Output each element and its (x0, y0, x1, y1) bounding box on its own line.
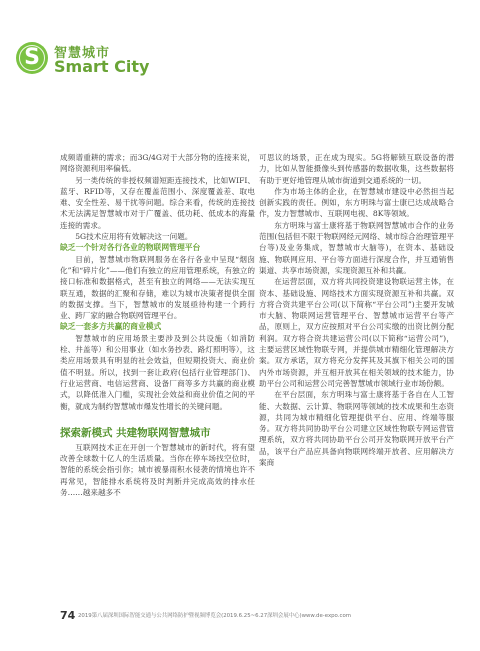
right-column (259, 152, 454, 468)
left-column (60, 152, 255, 498)
brand-title-cn: 智慧城市 (54, 46, 111, 61)
paragraph: 在平台层面，东方明珠与富士康将基于各自在人工智能、大数据、云计算、物联网等领域的技术成果和生态资源，共同为城市精细化管理提供平台、应用、终端等服务。双方将共同协助平台公司建立区域性物联专网运营管理系统，双方将共同协助平台公司开发物联网开放平台产品，该平台产品应具备向物联网终端开放者、应用解决方案商 (259, 390, 454, 468)
paragraph: 在运营层面，双方将共同投资建设物联运营主体，在资本、基础设施、网络技术方面实现资源互补和共赢。双方将合资共建平台公司(以下简称“平台公司”)主要开发城市大脑、物联网运营管理平台、智慧城市运营平台等产品，原则上，双方应按照对平台公司实缴的出资比例分配利润。双方将合资共建运营公司(以下简称“运营公司”)，主要运营区域性物联专网，并提供城市精细化管理解决方案。双方承诺，双方将充分发挥其及其旗下相关公司的国内外市场资源，并互相开放其在相关领域的技术能力，协助平台公司和运营公司完善智慧城市领域行业市场份额。 (259, 277, 454, 388)
page-footer (60, 609, 420, 623)
header-logo (16, 40, 216, 80)
paragraph: 5G技术应用将有效解决这一问题。 (75, 232, 193, 242)
paragraph: 可思议的场景，正在成为现实。5G将解锁互联设备的潜力，比如从智能摄像头到传感器的数据收集，这些数据将有助于更好地管理从城市街道到交通系统的一切。 (259, 153, 454, 185)
paragraph: 智慧城市的应用场景主要涉及到公共设施（如消防栓、井盖等）和公用事业（如水务抄表、路灯照明等），这类应用场景具有明显的社会效益，但短期投资大、商业价值不明显。所以，找到一套让政府(包括行业管理部门)、行业运营商、电信运营商、设备厂商等多方共赢的商业模式，以降低准入门槛，实现社会效益和商业价值之间的平衡，就成为制约智慧城市爆发性增长的关键问题。 (60, 333, 255, 411)
paragraph: 东方明珠与富士康将基于物联网智慧城市合作的业务范围(包括但不限于物联网经元网络、城市综合治理管理平台等)及业务集成，智慧城市大脑等)，在资本、基础设施、物联网应用、平台等方面进行深度合作，并互通销售渠道、共享市场资源，实现资源互补和共赢。 (259, 220, 454, 275)
subsection-heading: 缺乏一个针对各行各业的物联网管理平台 (60, 243, 201, 253)
page-number: 74 (60, 609, 76, 622)
paragraph: 互联网技术正在开创一个智慧城市的新时代，将有望改善全球数十亿人的生活质量。当你在停车场找空位时，智能的系统会指引你；城市被暴雨积水侵袭的情境也许不再常见，智能排水系统将及时判断并完成高效的排水任务……越来越多不 (60, 442, 255, 498)
subsection-heading: 缺乏一套多方共赢的商业模式 (60, 322, 162, 332)
footer-text: 2019第八届深圳国际智能交通与公共网络防护暨视频博览会(2019.6.25~6.27深圳会展中心)www.de-expo.com (78, 613, 351, 619)
paragraph: 作为市场主体的企业，在智慧城市建设中必然担当起创新实践的责任。例如，东方明珠与富士康已达成战略合作，发力智慧城市、互联网电视、8K等领域。 (259, 186, 454, 219)
paragraph: 另一类传统的非授权频谱短距连接技术，比如WIFI、蓝牙、RFID等，又存在覆盖范围小、深度覆盖差、取电难、安全性差、易干扰等问题。综合来看，传统的连接技术无法满足智慧城市对于广覆盖、低功耗、低成本的海量连接的需求。 (60, 175, 255, 230)
brand-title-en: Smart City (54, 57, 150, 76)
paragraph: 成频谱重耕的需求；而3G/4G对于大部分物的连接来说，网络资源利用率偏低。 (60, 153, 255, 174)
smart-city-logo-icon: S (16, 42, 48, 74)
section-heading: 探索新模式 共建物联网智慧城市 (60, 426, 211, 439)
paragraph: 目前，智慧城市物联网服务在各行各业中呈现“烟囱化”和“碎片化”——他们有独立的应用管理系统，有独立的接口标准和数据格式，甚至有独立的网络——无法实现互联互通，数据的汇聚和存储，难以为城市决策者提供全面的数据支撑。当下，智慧城市的发展亟待构建一个跨行业、跨厂家的融合物联网管理平台。 (60, 254, 255, 321)
